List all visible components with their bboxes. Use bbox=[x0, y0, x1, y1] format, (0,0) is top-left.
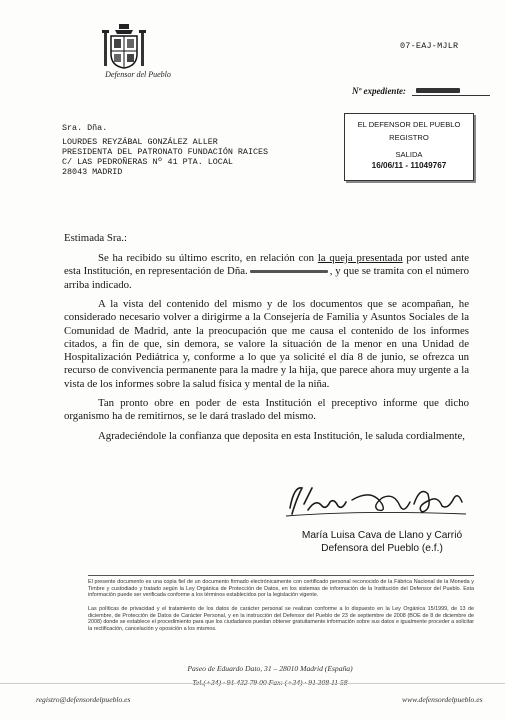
p1-text-b: la queja presentada bbox=[317, 252, 403, 264]
stamp-registro: REGISTRO bbox=[389, 133, 429, 142]
institution-name: Defensor del Pueblo bbox=[105, 70, 171, 79]
signer-block bbox=[282, 530, 482, 555]
paragraph-3: Tan pronto obre en poder de esta Institución el preceptivo informe que dicho organismo ha de remitirnos, se le dará traslado del mismo. bbox=[64, 397, 469, 423]
signer-title: Defensora del Pueblo (e.f.) bbox=[321, 542, 443, 554]
recipient-name: LOURDES REYZÁBAL GONZÁLEZ ALLER bbox=[62, 137, 218, 147]
expediente-label: Nº expediente: bbox=[352, 86, 406, 96]
footer-email: registro@defensordelpueblo.es bbox=[36, 695, 131, 704]
stamp-institution: EL DEFENSOR DEL PUEBLO bbox=[357, 120, 461, 129]
stamp-number: 16/06/11 - 11049767 bbox=[371, 161, 447, 170]
recipient-position: PRESIDENTA DEL PATRONATO FUNDACIÓN RAICES bbox=[62, 147, 269, 157]
p1-text-d: , y que se tramita con el número arriba indicado. bbox=[64, 265, 469, 291]
redaction-mark bbox=[416, 88, 460, 93]
handwritten-signature bbox=[282, 480, 472, 524]
greeting: Estimada Sra.: bbox=[64, 232, 127, 244]
p1-text-c: por usted ante esta Institución, en representación de Dña. bbox=[64, 252, 470, 278]
p1-text-a: Se ha recibido su último escrito, en relación con bbox=[98, 252, 315, 264]
paragraph-2: A la vista del contenido del mismo y de los documentos que se acompañan, he considerado necesario volver a dirigirme a la Consejería de Familia y Asuntos Sociales de la Comunidad de Madrid, ante la preocupación que me causa el contenido de los informes citados, a fin de que, sin demora, se valore la situación de la menor en una Unidad de Hospitalización Pediátrica y, conforme a lo que ya solicité el día 8 de junio, se ofrezca un recurso de convivencia permanente para la madre y la hija, que parece ahora muy urgente a la vista de los informes sobre la salud física y mental de la niña. bbox=[64, 298, 469, 390]
recipient-street: C/ LAS PEDROÑERAS Nº 41 PTA. LOCAL bbox=[62, 157, 233, 167]
signer-name: María Luisa Cava de Llano y Carrió bbox=[301, 530, 463, 541]
legal-notice-2: Las políticas de privacidad y el tratamiento de los datos de carácter personal se realizan conforme a lo dispuesto en la Ley Orgánica 15/1999, de 13 de diciembre, de Protección de Datos de Carácter Personal, y en la instrucción del Defensor del Pueblo de 23 de septiembre de 2008 (BOE de 8 de diciembre de 2008) donde se establece el procedimiento para que los ciudadanos puedan obtener gratuitamente información sobre sus datos e igualmente proceder a solicitar la rectificación, cancelación y oposición a los mismos. bbox=[88, 606, 474, 632]
paragraph-1 bbox=[64, 252, 469, 292]
expediente-underline bbox=[412, 95, 490, 96]
footer-divider bbox=[88, 575, 474, 576]
footer-website: www.defensordelpueblo.es bbox=[402, 695, 483, 704]
redaction-mark bbox=[250, 270, 328, 273]
bottom-divider bbox=[0, 683, 505, 684]
footer-address: Paseo de Eduardo Dato, 31 – 28010 Madrid (España) bbox=[187, 664, 353, 673]
recipient-city: 28043 MADRID bbox=[62, 167, 123, 177]
registry-stamp bbox=[344, 113, 474, 181]
recipient-salutation: Sra. Dña. bbox=[62, 123, 108, 133]
coat-of-arms-icon bbox=[98, 22, 150, 70]
footer-phones: Tel.(+34) · 91 432 79 00 Fax: (+34) · 91 308 11 58 bbox=[192, 678, 348, 687]
reference-code: 07-EAJ-MJLR bbox=[400, 41, 459, 51]
stamp-salida: SALIDA bbox=[395, 150, 423, 159]
footer-address-block bbox=[160, 662, 380, 690]
paragraph-4: Agradeciéndole la confianza que deposita en esta Institución, le saluda cordialmente, bbox=[98, 430, 465, 442]
legal-notice-1: El presente documento es una copia fiel de un documento firmado electrónicamente con certificado personal reconocido de la Fábrica Nacional de la Moneda y Timbre y custodiado y tratado según la Ley Orgánica de Protección de Datos, en los sistemas de información de la Institución del Defensor del Pueblo. Esta información puede ser verificada conforme a los términos establecidos por la legislación vigente. bbox=[88, 579, 474, 599]
